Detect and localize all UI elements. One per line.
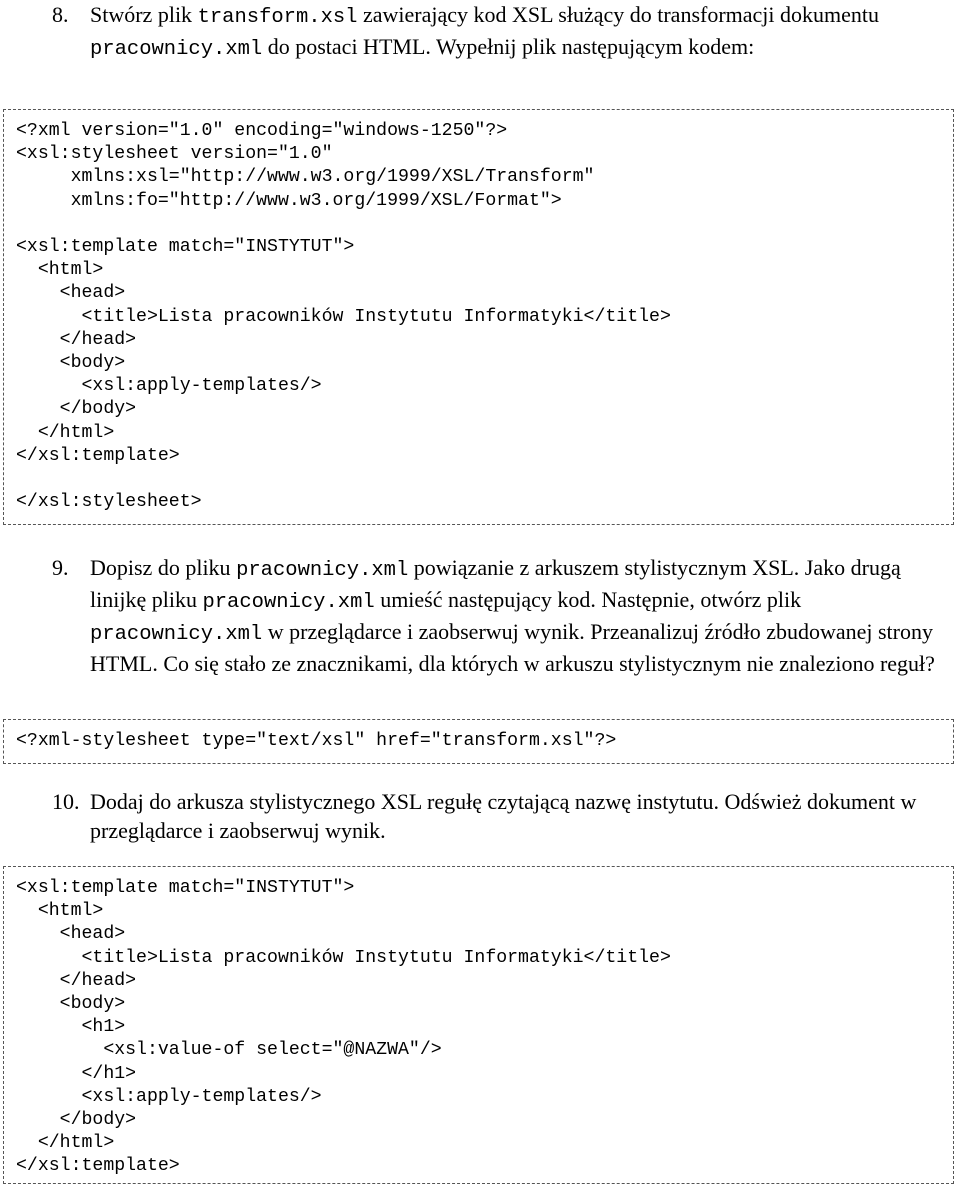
task-text: Dopisz do pliku pracownicy.xml powiązanie z arkuszem stylistycznym XSL. Jako drugą linijkę pliku pracownicy.xml umieść następujący kod. Następnie, otwórz plik pracownicy.xml w przeglądarce i zaobserwuj wynik. Przeanalizuj źródło zbudowanej strony HTML. Co się stało ze znacznikami, dla których w arkuszu stylistycznym nie znaleziono reguł? <box>90 555 935 676</box>
task-text: Dodaj do arkusza stylistycznego XSL regułę czytającą nazwę instytutu. Odśwież dokument w przeglądarce i zaobserwuj wynik. <box>90 789 917 843</box>
code-block-stylesheet-pi <box>3 719 954 764</box>
filename: transform.xsl <box>197 6 358 29</box>
task-10 <box>52 787 952 845</box>
task-number: 8. <box>52 2 69 27</box>
code-block-template-h1 <box>3 866 954 1184</box>
filename: pracownicy.xml <box>236 559 409 582</box>
task-8 <box>52 0 952 64</box>
code-block-transform-xsl <box>3 109 954 525</box>
task-text: Stwórz plik transform.xsl zawierający kod XSL służący do transformacji dokumentu pracownicy.xml do postaci HTML. Wypełnij plik następującym kodem: <box>90 2 880 61</box>
code-text: <xsl:template match="INSTYTUT"> <html> <head> <title>Lista pracowników Instytutu Informatyki</title> </head> <body> <h1> <xsl:value-of select="@NAZWA"/> </h1> <xsl:apply-templates/> </body> </html> </xsl:template> <box>16 878 671 1177</box>
filename: pracownicy.xml <box>90 38 263 61</box>
filename: pracownicy.xml <box>90 623 263 646</box>
code-text: <?xml-stylesheet type="text/xsl" href="transform.xsl"?> <box>16 731 617 751</box>
task-9 <box>52 553 952 678</box>
code-text: <?xml version="1.0" encoding="windows-1250"?> <xsl:stylesheet version="1.0" xmlns:xsl="http://www.w3.org/1999/XSL/Transform" xmlns:fo="http://www.w3.org/1999/XSL/Format"> <xsl:template match="INSTYTUT"> <html> <head> <title>Lista pracowników Instytutu Informatyki</title> </head> <body> <xsl:apply-templates/> </body> </html> </xsl:template> </xsl:stylesheet> <box>16 121 671 513</box>
filename: pracownicy.xml <box>202 591 375 614</box>
task-number: 9. <box>52 555 69 580</box>
task-number: 10. <box>52 789 80 814</box>
